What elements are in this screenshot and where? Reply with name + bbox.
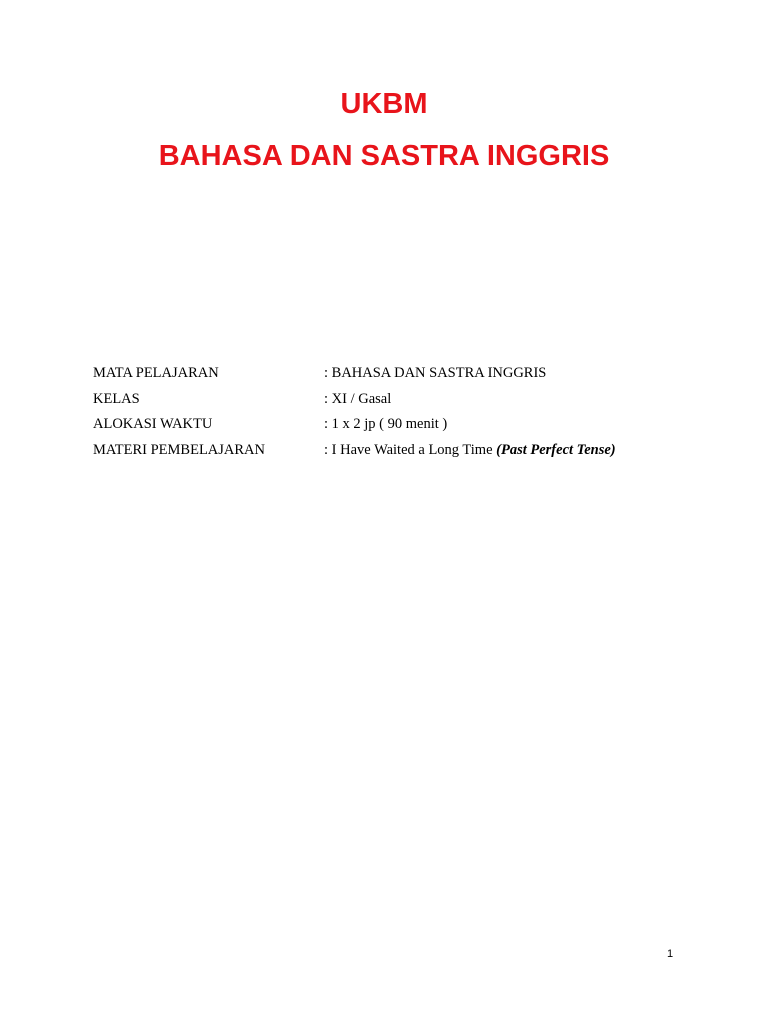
info-label-subject: MATA PELAJARAN [93,365,219,382]
document-title: UKBM [340,88,428,120]
info-value-material-emphasis: (Past Perfect Tense) [496,441,616,458]
info-label-material: MATERI PEMBELAJARAN [93,441,265,458]
info-row-subject [93,361,713,387]
info-value-time-allocation-text: : 1 x 2 jp ( 90 menit ) [324,416,448,433]
info-value-time-allocation [324,416,713,433]
info-label-class: KELAS [93,390,140,407]
info-value-class-text: : XI / Gasal [324,390,392,407]
info-value-material-text: : I Have Waited a Long Time [324,441,497,458]
course-info-table [93,361,713,463]
info-row-class [93,387,713,413]
info-value-subject-text: : BAHASA DAN SASTRA INGGRIS [324,365,547,382]
info-label-time-allocation: ALOKASI WAKTU [93,416,213,433]
info-value-class [324,391,713,408]
info-row-material [93,438,713,464]
document-subtitle: BAHASA DAN SASTRA INGGRIS [158,140,610,172]
info-row-time-allocation [93,412,713,438]
info-value-material [324,442,713,459]
page-number: 1 [666,948,674,960]
info-value-subject [324,365,713,382]
